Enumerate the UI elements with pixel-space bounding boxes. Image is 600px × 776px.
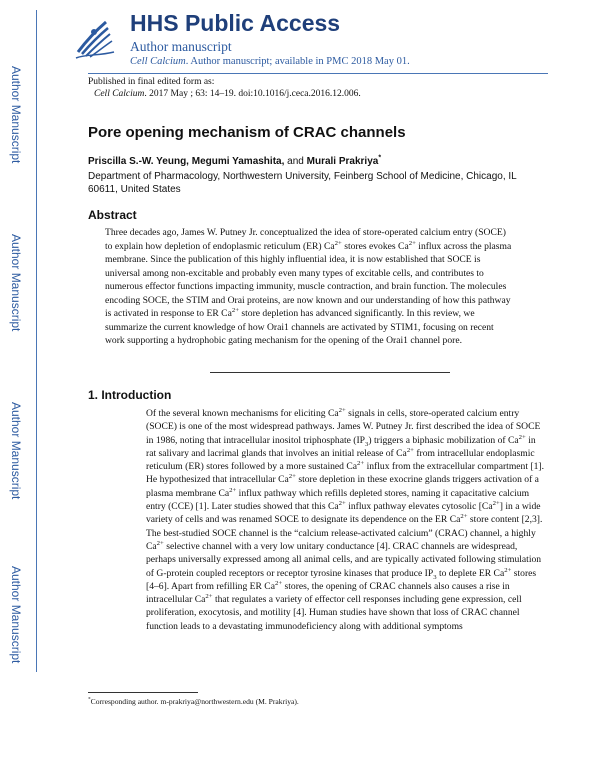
affiliation: Department of Pharmacology, Northwestern University, Feinberg School of Medicine, Chicago, IL 60611, United States (88, 171, 517, 195)
corresponding-author-footnote: *Corresponding author. m-prakriya@northwestern.edu (M. Prakriya). (88, 696, 299, 706)
hhs-eagle-logo-icon (72, 14, 118, 60)
pmc-availability: Cell Calcium. Author manuscript; available in PMC 2018 May 01. (130, 56, 410, 67)
abstract-heading: Abstract (88, 208, 137, 222)
abstract-text: Three decades ago, James W. Putney Jr. conceptualized the idea of store-operated calcium entry (SOCE) to explain how depletion of endoplasmic reticulum (ER) $Ca^{2+}$ stores evokes $Ca^{2+}$ influx across the plasma membrane. Since the publication of this highly influential idea, it is now established that SOCE is universal among non-excitable and probably even many types of excitable cells, and contributes to numerous effector functions impacting immunity, muscle contraction, and brain function. The molecules encoding SOCE, the STIM and Orai proteins, are now known and our understanding of how this pathway is activated in response to ER $Ca^{2+}$ store depletion has advanced significantly. In this review, we summarize the current knowledge of how Orai1 channels are activated by STIM1, focusing on recent work supporting a hydrophobic gating mechanism for the opening of the Orai1 channel pore. (105, 227, 512, 346)
hhs-title: HHS Public Access (130, 10, 341, 36)
author-manuscript-label: Author manuscript (130, 39, 232, 54)
author-list: Priscilla S.-W. Yeung, Megumi Yamashita, and Murali Prakriya* (88, 154, 382, 167)
footnote-divider (88, 692, 198, 693)
margin-label-2: Author Manuscript (9, 234, 23, 332)
margin-label-1: Author Manuscript (9, 66, 23, 164)
introduction-heading: 1. Introduction (88, 388, 172, 402)
abstract-divider (210, 372, 450, 373)
margin-label-3: Author Manuscript (9, 402, 23, 500)
citation: Cell Calcium. 2017 May ; 63: 14–19. doi:10.1016/j.ceca.2016.12.006. (94, 89, 361, 99)
published-note: Published in final edited form as: (88, 77, 215, 87)
margin-label-4: Author Manuscript (9, 566, 23, 664)
article-title: Pore opening mechanism of CRAC channels (88, 124, 406, 141)
margin-rule (36, 10, 37, 672)
introduction-text: Of the several known mechanisms for eliciting $Ca^{2+}$ signals in cells, store-operated calcium entry (SOCE) is one of the most widespread pathways. James W. Putney Jr. first described the idea of SOCE in 1986, noting that intracellular inositol triphosphate $(IP_3)$ triggers a biphasic mobilization of $Ca^{2+}$ in rat salivary and lacrimal glands that involves an initial release of $Ca^{2+}$ from intracellular endoplasmic reticulum (ER) stores followed by a more sustained $Ca^{2+}$ influx from the extracellular compartment [1]. He hypothesized that intracellular $Ca^{2+}$ store depletion in these exocrine glands triggers activation of a plasma membrane $Ca^{2+}$ influx pathway which refills depleted stores, naming it capacitative calcium entry (CCE) [1]. Later studies showed that this $Ca^{2+}$ influx pathway elevates cytosolic $[Ca^{2+}]$ in a wide variety of cells and was renamed SOCE to designate its dependence on the ER $Ca^{2+}$ store content [2,3]. The best-studied SOCE channel is the “calcium release-activated calcium” (CRAC) channel, a highly $Ca^{2+}$ selective channel with a very low unitary conductance [4]. CRAC channels are widespread, perhaps universally expressed among all animal cells, and are typically activated following stimulation of G-protein coupled receptors or receptor tyrosine kinases that produce $IP_3$ to deplete ER $Ca^{2+}$ stores [4–6]. Apart from refilling ER $Ca^{2+}$ stores, the opening of CRAC channels also causes a rise in intracellular $Ca^{2+}$ that regulates a variety of effector cell responses including gene expression, cell proliferation, exocytosis, and motility [4]. Human studies have shown that loss of CRAC channel function leads to a devastating immunodeficiency along with additional symptoms (146, 406, 544, 632)
header-divider (88, 73, 548, 74)
